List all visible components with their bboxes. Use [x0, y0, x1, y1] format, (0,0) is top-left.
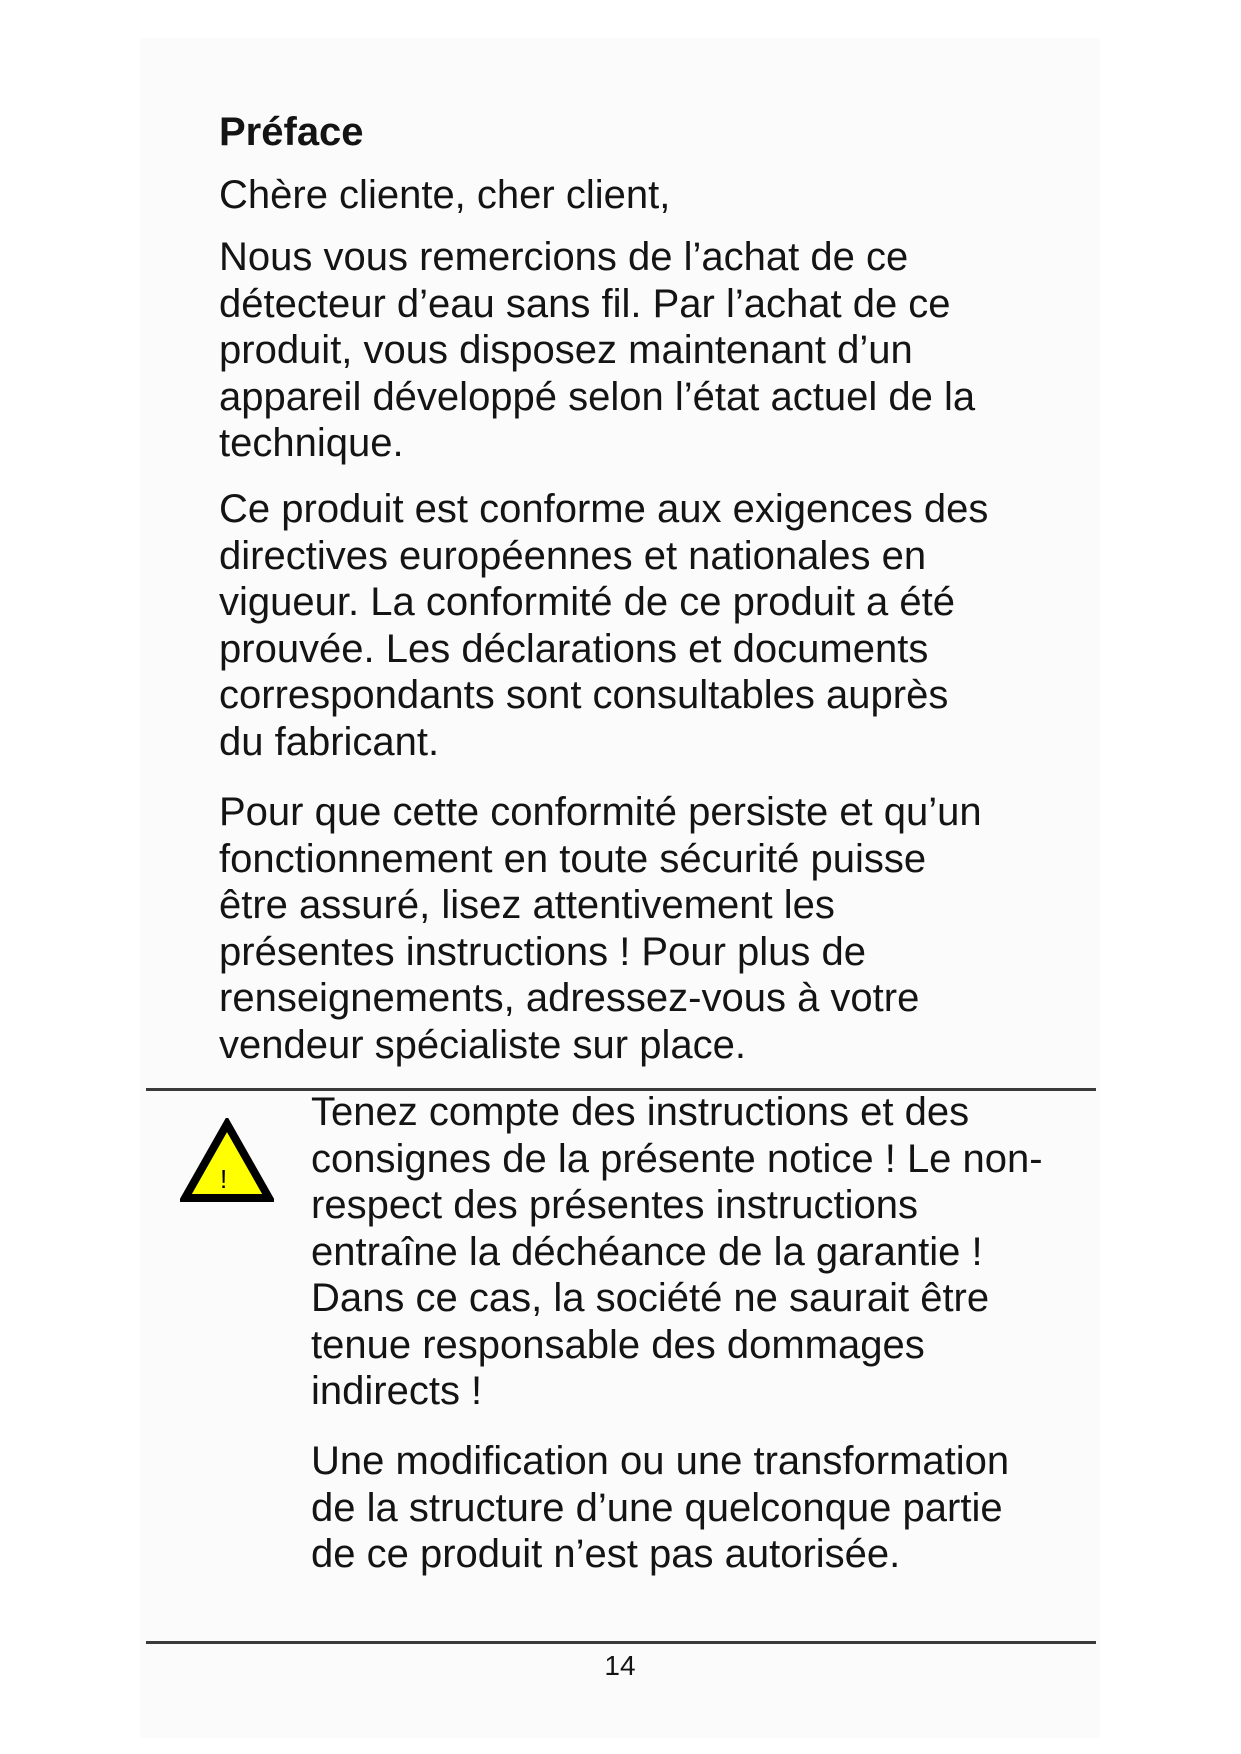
warning-exclamation: ! — [220, 1164, 228, 1194]
persistence-paragraph: Pour que cette conformité persiste et qu’un fonctionnement en toute sécurité puisse être assuré, lisez attentivement les présentes instructions ! Pour plus de renseignements, adressez-vous à votre vendeur spécialiste sur place. — [219, 790, 982, 1067]
page-title: Préface — [219, 110, 364, 154]
warning-text-modification: Une modification ou une transformation de la structure d’une quelconque partie de ce produit n’est pas autorisée. — [311, 1439, 1010, 1576]
warning-triangle-graphic — [180, 1118, 274, 1204]
greeting-paragraph: Chère cliente, cher client, — [219, 173, 671, 217]
bottom-divider — [146, 1641, 1096, 1644]
warning-text-guarantee: Tenez compte des instructions et des consignes de la présente notice ! Le non- respect des présentes instructions entraîne la déchéance de la garantie ! Dans ce cas, la société ne saurait être tenue responsable des dommages indirects ! — [311, 1090, 1043, 1413]
page-number: 14 — [604, 1650, 636, 1681]
conformity-paragraph: Ce produit est conforme aux exigences des directives européennes et nationales en vigueur. La conformité de ce produit a été prouvée. Les déclarations et documents correspondants sont consultables auprès du fabricant. — [219, 487, 989, 764]
warning-triangle-icon — [180, 1118, 274, 1204]
thanks-paragraph: Nous vous remercions de l’achat de ce détecteur d’eau sans fil. Par l’achat de ce produit, vous disposez maintenant d’un appareil développé selon l’état actuel de la technique. — [219, 235, 976, 465]
